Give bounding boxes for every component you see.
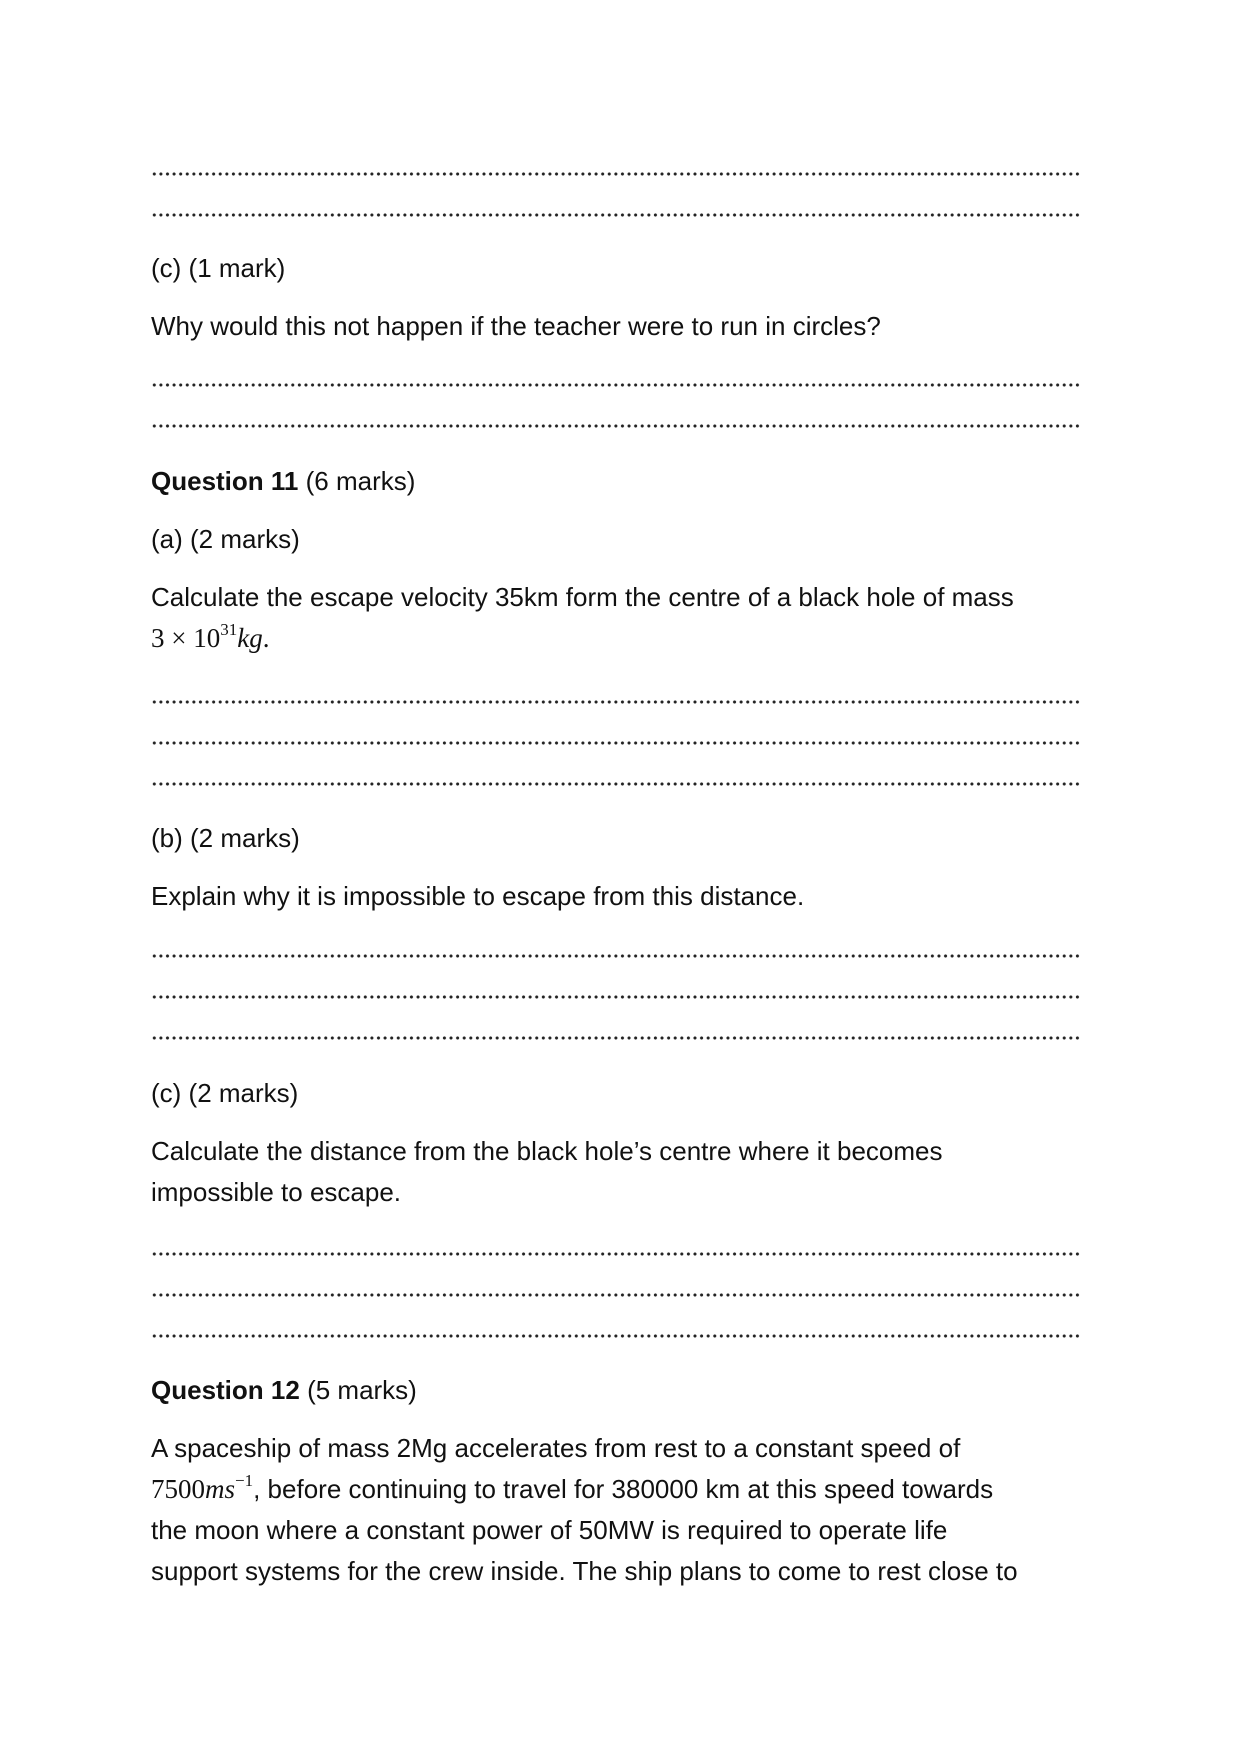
question-marks: (6 marks) — [305, 466, 416, 496]
part-label: (c) (1 mark) — [151, 253, 286, 283]
answer-line — [151, 1250, 1081, 1258]
question-text: support systems for the crew inside. The ship plans to come to rest close to — [151, 1556, 1018, 1586]
part-label: (c) (2 marks) — [151, 1078, 299, 1108]
math-expression — [151, 618, 1101, 659]
question-text: A spaceship of mass 2Mg accelerates from rest to a constant speed of — [151, 1433, 961, 1463]
math-unit: kg — [237, 623, 263, 653]
answer-line — [151, 1332, 1081, 1340]
math-exponent: 31 — [220, 620, 238, 639]
part-label: (a) (2 marks) — [151, 524, 300, 554]
math-coefficient: 3 × 10 — [151, 623, 221, 653]
answer-line — [151, 952, 1081, 960]
speed-line-rest: , before continuing to travel for 380000 km at this speed towards — [253, 1474, 994, 1504]
answer-line — [151, 780, 1081, 788]
answer-line — [151, 993, 1081, 1001]
answer-line — [151, 698, 1081, 706]
question-title: Question 12 — [151, 1375, 300, 1405]
answer-line — [151, 1034, 1081, 1042]
question-text: Explain why it is impossible to escape from this distance. — [151, 881, 805, 911]
question-text: impossible to escape. — [151, 1177, 402, 1207]
question-text — [151, 1469, 1101, 1510]
question-text: Why would this not happen if the teacher were to run in circles? — [151, 311, 881, 341]
answer-line — [151, 170, 1081, 178]
question-heading — [151, 461, 1101, 502]
answer-line — [151, 381, 1081, 389]
speed-unit: ms — [205, 1474, 236, 1504]
part-label: (b) (2 marks) — [151, 823, 300, 853]
question-text: Calculate the distance from the black hole’s centre where it becomes — [151, 1136, 943, 1166]
answer-line — [151, 211, 1081, 219]
question-title: Question 11 — [151, 466, 299, 496]
question-heading — [151, 1370, 1101, 1411]
question-text: the moon where a constant power of 50MW is required to operate life — [151, 1515, 948, 1545]
question-marks: (5 marks) — [307, 1375, 417, 1405]
answer-line — [151, 422, 1081, 430]
answer-line — [151, 739, 1081, 747]
question-text: Calculate the escape velocity 35km form the centre of a black hole of mass — [151, 582, 1014, 612]
math-end: . — [262, 623, 270, 653]
answer-line — [151, 1291, 1081, 1299]
speed-value: 7500 — [151, 1474, 205, 1504]
speed-exponent: −1 — [235, 1471, 254, 1490]
